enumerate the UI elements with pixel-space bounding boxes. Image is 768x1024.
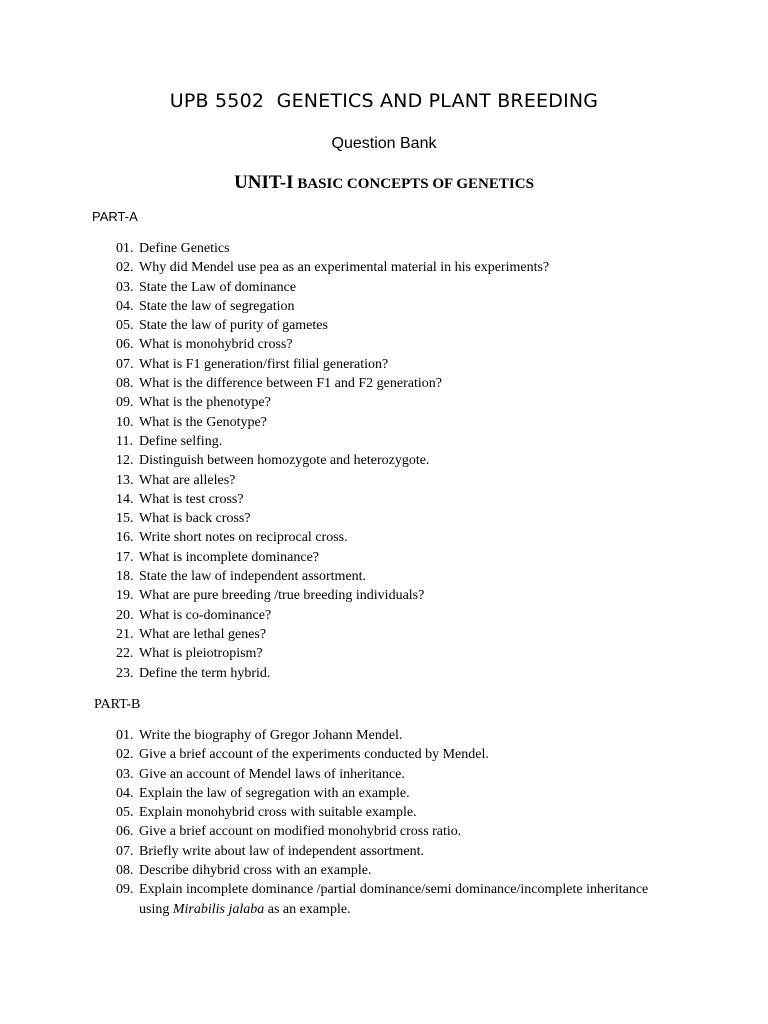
question-text: State the law of segregation (139, 298, 295, 314)
question-number: 14. (116, 491, 134, 507)
question-number: 09. (116, 395, 134, 411)
list-item (116, 335, 676, 354)
list-item (116, 606, 676, 625)
list-item (116, 509, 676, 528)
question-number: 16. (116, 530, 134, 546)
list-item (116, 528, 676, 547)
question-text: Give an account of Mendel laws of inheritance. (139, 766, 405, 782)
question-number: 03. (116, 279, 134, 295)
unit-title (0, 172, 768, 194)
list-item (116, 726, 676, 745)
list-item (116, 664, 676, 683)
question-text: State the law of purity of gametes (139, 318, 328, 334)
list-item (116, 432, 676, 451)
question-text: What is the Genotype? (139, 414, 267, 430)
question-text: What is the phenotype? (139, 395, 271, 411)
list-item (116, 316, 676, 335)
question-text: What are pure breeding /true breeding individuals? (139, 588, 425, 604)
list-item (116, 586, 676, 605)
part-a-question-list (116, 239, 676, 683)
question-text: What is the difference between F1 and F2 generation? (139, 376, 442, 392)
list-item (116, 625, 676, 644)
list-item (116, 861, 676, 880)
question-text: Explain the law of segregation with an example. (139, 785, 410, 801)
question-number: 05. (116, 318, 134, 334)
question-text: Write the biography of Gregor Johann Mendel. (139, 728, 403, 743)
question-text: Write short notes on reciprocal cross. (139, 530, 348, 546)
question-text: What is F1 generation/first filial generation? (139, 356, 389, 372)
question-number: 18. (116, 569, 134, 585)
question-number: 03. (116, 766, 134, 782)
list-item (116, 374, 676, 393)
question-text-part: Explain incomplete dominance /partial dominance/semi dominance/incomplete inheritance using (139, 882, 649, 917)
question-text: Define the term hybrid. (139, 665, 271, 681)
question-text: What is pleiotropism? (139, 646, 263, 662)
question-number: 15. (116, 511, 134, 527)
list-item (116, 784, 676, 803)
question-text: Give a brief account on modified monohybrid cross ratio. (139, 824, 462, 840)
question-number: 04. (116, 298, 134, 314)
question-text: What are alleles? (139, 472, 236, 488)
question-text: What is incomplete dominance? (139, 549, 319, 565)
part-b-question-list (116, 726, 676, 919)
question-number: 04. (116, 785, 134, 801)
question-number: 23. (116, 665, 134, 681)
species-name: Mirabilis jalaba (172, 901, 265, 917)
list-item (116, 471, 676, 490)
question-text: Why did Mendel use pea as an experimental material in his experiments? (139, 260, 550, 276)
question-number: 08. (116, 863, 134, 879)
list-item (116, 745, 676, 764)
part-b-heading: PART-B (94, 697, 141, 712)
question-text: Explain monohybrid cross with suitable example. (139, 805, 417, 821)
list-item (116, 803, 676, 822)
question-text: What is monohybrid cross? (139, 337, 293, 353)
question-text: State the Law of dominance (139, 279, 297, 295)
question-text: Give a brief account of the experiments conducted by Mendel. (139, 747, 489, 763)
question-number: 19. (116, 588, 134, 604)
question-text: What is co-dominance? (139, 607, 272, 623)
question-number: 21. (116, 626, 134, 642)
document-subtitle: Question Bank (331, 135, 437, 152)
list-item (116, 644, 676, 663)
list-item (116, 490, 676, 509)
question-text: What is test cross? (139, 491, 244, 507)
question-number: 09. (116, 882, 134, 898)
question-text: Define selfing. (139, 433, 223, 449)
unit-number: UNIT-I (234, 172, 294, 193)
question-number: 07. (116, 356, 134, 372)
question-text: What is back cross? (139, 511, 251, 527)
question-number: 02. (116, 747, 134, 763)
question-number: 13. (116, 472, 134, 488)
question-text: Describe dihybrid cross with an example. (139, 863, 372, 879)
list-item (116, 258, 676, 277)
question-text (139, 880, 676, 919)
question-number: 02. (116, 260, 134, 276)
list-item (116, 413, 676, 432)
question-number: 01. (116, 241, 134, 256)
list-item (116, 451, 676, 470)
question-text: Define Genetics (139, 241, 230, 256)
question-number: 20. (116, 607, 134, 623)
question-number: 17. (116, 549, 134, 565)
list-item (116, 393, 676, 412)
list-item (116, 880, 676, 919)
list-item (116, 297, 676, 316)
list-item (116, 355, 676, 374)
list-item (116, 278, 676, 297)
question-number: 05. (116, 805, 134, 821)
question-number: 06. (116, 337, 134, 353)
question-number: 01. (116, 728, 134, 743)
question-number: 12. (116, 453, 134, 469)
question-text: Briefly write about law of independent assortment. (139, 843, 424, 859)
list-item (116, 548, 676, 567)
question-number: 10. (116, 414, 134, 430)
question-number: 08. (116, 376, 134, 392)
question-text: What are lethal genes? (139, 626, 267, 642)
part-a-heading: PART-A (92, 209, 138, 224)
question-number: 11. (116, 433, 133, 449)
course-title: UPB 5502 GENETICS AND PLANT BREEDING (169, 90, 599, 112)
question-number: 06. (116, 824, 134, 840)
question-number: 07. (116, 843, 134, 859)
list-item (116, 822, 676, 841)
question-text-part: as an example. (264, 901, 351, 917)
list-item (116, 567, 676, 586)
list-item (116, 765, 676, 784)
list-item (116, 842, 676, 861)
question-text: Distinguish between homozygote and heterozygote. (139, 453, 430, 469)
question-text: State the law of independent assortment. (139, 569, 367, 585)
question-number: 22. (116, 646, 134, 662)
list-item (116, 239, 676, 258)
unit-name: BASIC CONCEPTS OF GENETICS (293, 176, 534, 192)
